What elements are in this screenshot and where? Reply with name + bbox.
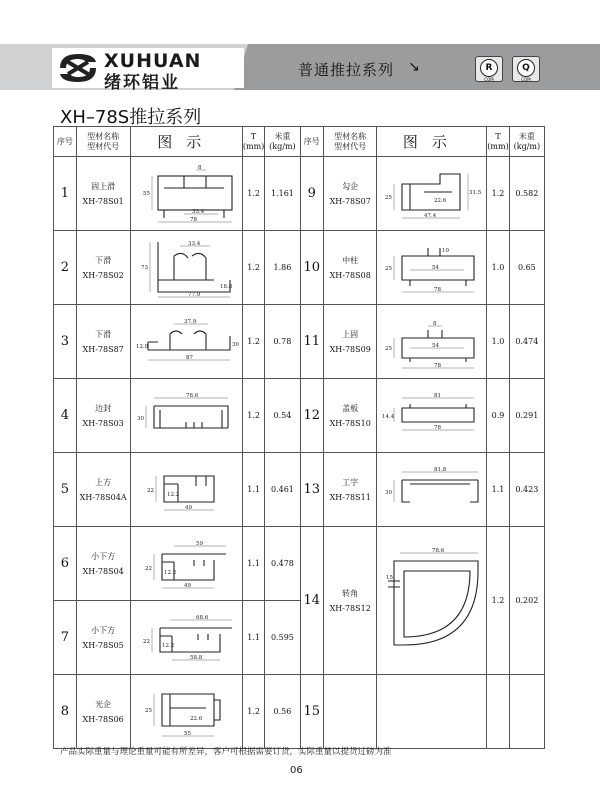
thickness-value: 1.1 xyxy=(242,527,264,601)
col-name: 型材名称 xyxy=(87,131,120,141)
cert-badge-q xyxy=(512,56,540,82)
profile-name-code xyxy=(323,157,376,231)
table-header-row xyxy=(54,127,545,157)
profile-s04a-drawing xyxy=(134,458,238,522)
profile-name: 勾企 xyxy=(342,181,359,191)
profile-s04-drawing xyxy=(134,532,238,596)
table-row xyxy=(54,453,545,527)
dim-label: 37.9 xyxy=(184,318,197,325)
weight-value: 0.461 xyxy=(265,453,300,527)
dim-label: 25 xyxy=(384,194,392,201)
dim-label: 30 xyxy=(232,341,240,348)
col-seq-right: 序号 xyxy=(300,127,323,157)
row-number: 8 xyxy=(54,675,77,749)
col-t-unit: (mm) xyxy=(242,141,265,151)
profile-s07-drawing xyxy=(380,162,484,226)
profile-s08-drawing xyxy=(380,236,484,300)
thickness-value: 1.2 xyxy=(242,379,264,453)
weight-value: 0.595 xyxy=(265,601,300,675)
dim-label: 55 xyxy=(184,730,192,737)
footnote: 产品实际重量与理论重量可能有所差异，客户可根据需要订货，实际重量以提货过磅为准 xyxy=(60,747,392,757)
dim-label: 25 xyxy=(145,707,153,714)
table-row xyxy=(54,379,545,453)
profile-name-code xyxy=(76,453,130,527)
weight-value: 0.202 xyxy=(509,527,544,675)
profile-s10-drawing xyxy=(380,384,484,448)
col-t-label-right: T xyxy=(495,131,501,141)
dim-label: 31.5 xyxy=(468,189,482,196)
profile-code: XH-78S02 xyxy=(82,270,124,280)
profile-s03-drawing xyxy=(134,384,238,448)
profile-name-code xyxy=(323,231,376,305)
profile-name: 固上滑 xyxy=(91,181,116,191)
row-number: 7 xyxy=(54,601,77,675)
dim-label: 49 xyxy=(184,582,192,589)
dim-label: 18.8 xyxy=(220,283,233,290)
profile-s12-drawing xyxy=(378,541,486,661)
col-name-right: 型材名称 xyxy=(334,131,367,141)
profile-name: 中柱 xyxy=(342,255,359,265)
col-name-code-right xyxy=(323,127,376,157)
profile-drawing xyxy=(130,527,242,601)
profile-code: XH-78S04 xyxy=(82,566,124,576)
profile-s09-drawing xyxy=(380,310,484,374)
profile-drawing xyxy=(377,231,487,305)
profile-drawing xyxy=(130,601,242,675)
dim-label: 22.6 xyxy=(190,715,203,722)
col-t-right xyxy=(487,127,509,157)
weight-value: 1.161 xyxy=(265,157,300,231)
profile-drawing xyxy=(130,379,242,453)
profile-drawing xyxy=(377,305,487,379)
profile-code: XH-78S03 xyxy=(82,418,124,428)
page-number: 06 xyxy=(290,765,303,776)
profile-s87-drawing xyxy=(134,310,238,374)
cert-r-caption: COM xyxy=(484,77,494,82)
profile-code: XH-78S07 xyxy=(329,196,371,206)
thickness-value: 0.9 xyxy=(487,379,509,453)
row-number: 9 xyxy=(300,157,323,231)
thickness-value: 1.2 xyxy=(487,527,509,675)
dim-label: 77.9 xyxy=(188,291,201,298)
row-number: 12 xyxy=(300,379,323,453)
profile-name: 盖板 xyxy=(342,403,359,413)
profile-name-code xyxy=(76,675,130,749)
profile-code: XH-78S06 xyxy=(82,714,124,724)
dim-label: 22 xyxy=(145,565,153,572)
profile-name-code xyxy=(323,675,376,749)
cert-q-caption: COM xyxy=(521,77,531,82)
profile-s01-drawing xyxy=(134,162,238,226)
col-weight-label: 米重 xyxy=(274,131,291,141)
col-name-code xyxy=(76,127,130,157)
dim-label: 14.4 xyxy=(381,413,395,420)
profile-name: 工字 xyxy=(342,477,359,487)
profile-drawing xyxy=(130,675,242,749)
row-number: 3 xyxy=(54,305,77,379)
dim-label: 25 xyxy=(384,265,392,272)
col-figure: 图示 xyxy=(130,127,242,157)
dim-label: 15 xyxy=(385,574,393,581)
profile-name-code xyxy=(76,305,130,379)
weight-value: 0.478 xyxy=(265,527,300,601)
dim-label: 73 xyxy=(141,264,149,271)
dim-label: 33.4 xyxy=(188,240,201,247)
profile-name: 上固 xyxy=(342,329,359,339)
thickness-value: 1.2 xyxy=(242,305,264,379)
profile-code: XH-78S01 xyxy=(82,196,124,206)
dim-label: 78 xyxy=(433,362,441,369)
profile-name: 下滑 xyxy=(95,255,112,265)
dim-label: 22 xyxy=(143,638,151,645)
profile-name-code xyxy=(323,527,376,675)
row-number: 6 xyxy=(54,527,77,601)
weight-value: 0.65 xyxy=(509,231,544,305)
col-code-right: 型材代号 xyxy=(334,141,367,151)
col-weight-right xyxy=(509,127,544,157)
thickness-value: 1.1 xyxy=(242,601,264,675)
dim-label: 8 xyxy=(432,320,437,327)
dim-label: 68.6 xyxy=(196,614,209,621)
weight-value xyxy=(509,675,544,749)
profile-code: XH-78S12 xyxy=(329,603,371,613)
thickness-value: 1.2 xyxy=(242,675,264,749)
profile-name: 小下方 xyxy=(91,551,116,561)
thickness-value: 1.1 xyxy=(242,453,264,527)
profile-s02-drawing xyxy=(134,236,238,300)
thickness-value: 1.2 xyxy=(242,157,264,231)
dim-label: 78 xyxy=(433,424,441,431)
profile-table xyxy=(53,126,545,749)
col-t xyxy=(242,127,264,157)
weight-value: 0.56 xyxy=(265,675,300,749)
dim-label: 78 xyxy=(190,216,198,223)
dim-label: 12.2 xyxy=(167,491,180,498)
profile-drawing xyxy=(130,453,242,527)
row-number: 2 xyxy=(54,231,77,305)
row-number: 14 xyxy=(300,527,323,675)
table-row xyxy=(54,675,545,749)
thickness-value: 1.2 xyxy=(242,231,264,305)
profile-name-code xyxy=(76,157,130,231)
row-number: 1 xyxy=(54,157,77,231)
dim-label: 30 xyxy=(384,489,392,496)
dim-label: 55 xyxy=(143,190,151,197)
col-weight xyxy=(265,127,300,157)
col-weight-label-right: 米重 xyxy=(518,131,535,141)
dim-label: 58.8 xyxy=(190,654,203,661)
profile-drawing xyxy=(130,231,242,305)
dim-label: 78 xyxy=(433,286,441,293)
table-row xyxy=(54,527,545,601)
col-weight-unit: (kg/m) xyxy=(269,141,296,151)
weight-value: 0.291 xyxy=(509,379,544,453)
dim-label: 33.4 xyxy=(192,208,205,215)
dim-label: 49 xyxy=(185,504,193,511)
profile-drawing xyxy=(377,453,487,527)
profile-code: XH-78S04A xyxy=(79,492,127,502)
table-row xyxy=(54,305,545,379)
profile-drawing xyxy=(377,379,487,453)
dim-label: 78.6 xyxy=(431,547,445,554)
dim-label: 10 xyxy=(441,247,449,254)
row-number: 13 xyxy=(300,453,323,527)
dim-label: 47.4 xyxy=(423,212,437,219)
profile-name-code xyxy=(76,601,130,675)
dim-label: 12.2 xyxy=(162,642,175,649)
col-figure-right: 图示 xyxy=(377,127,487,157)
profile-drawing xyxy=(377,527,487,675)
col-code: 型材代号 xyxy=(87,141,120,151)
dim-label: 59 xyxy=(196,540,204,547)
brand-logo-icon xyxy=(56,50,100,86)
dim-label: 87 xyxy=(186,354,194,361)
weight-value: 0.78 xyxy=(265,305,300,379)
dim-label: 81.8 xyxy=(433,466,447,473)
profile-drawing xyxy=(130,157,242,231)
table-row xyxy=(54,157,545,231)
dim-label: 54 xyxy=(431,342,439,349)
weight-value: 0.54 xyxy=(265,379,300,453)
profile-name-code xyxy=(323,305,376,379)
row-number: 4 xyxy=(54,379,77,453)
profile-name: 上方 xyxy=(95,477,112,487)
header-bar xyxy=(0,0,600,100)
col-weight-unit-right: (kg/m) xyxy=(513,141,541,151)
thickness-value xyxy=(487,675,509,749)
dim-label: 30 xyxy=(137,415,145,422)
series-title: 普通推拉系列 xyxy=(298,61,395,79)
weight-value: 0.474 xyxy=(509,305,544,379)
arrow-icon: ↘ xyxy=(408,59,420,75)
profile-code: XH-78S11 xyxy=(329,492,371,502)
profile-name: 小下方 xyxy=(91,625,116,635)
thickness-value: 1.0 xyxy=(487,305,509,379)
dim-label: 25 xyxy=(384,345,392,352)
weight-value: 0.582 xyxy=(509,157,544,231)
profile-name-code xyxy=(76,231,130,305)
profile-drawing xyxy=(130,305,242,379)
profile-code: XH-78S05 xyxy=(82,640,124,650)
profile-s05-drawing xyxy=(134,606,238,670)
profile-drawing xyxy=(377,157,487,231)
profile-name: 下滑 xyxy=(95,329,112,339)
dim-label: 8 xyxy=(198,164,202,171)
dim-label: 81 xyxy=(433,392,441,399)
row-number: 15 xyxy=(300,675,323,749)
brand-name-en: XUHUAN xyxy=(104,50,202,72)
dim-label: 22.6 xyxy=(433,197,447,204)
col-seq: 序号 xyxy=(54,127,77,157)
profile-code: XH-78S10 xyxy=(329,418,371,428)
dim-label: 22 xyxy=(147,487,155,494)
table-row xyxy=(54,231,545,305)
profile-drawing-empty xyxy=(377,675,487,749)
dim-label: 78.6 xyxy=(186,392,199,399)
thickness-value: 1.1 xyxy=(487,453,509,527)
row-number: 11 xyxy=(300,305,323,379)
weight-value: 0.423 xyxy=(509,453,544,527)
profile-name-code xyxy=(323,453,376,527)
profile-name-code xyxy=(76,527,130,601)
page-title: XH–78S推拉系列 xyxy=(60,107,202,128)
profile-name-code xyxy=(76,379,130,453)
profile-name: 光企 xyxy=(95,699,112,709)
profile-code: XH-78S87 xyxy=(82,344,124,354)
profile-s06-drawing xyxy=(134,680,238,744)
profile-name-code xyxy=(323,379,376,453)
row-number: 5 xyxy=(54,453,77,527)
profile-name: 转角 xyxy=(342,588,359,598)
profile-code: XH-78S08 xyxy=(329,270,371,280)
brand-name-cn: 绪环铝业 xyxy=(104,73,180,93)
cert-q-icon: Q xyxy=(517,59,535,77)
weight-value: 1.86 xyxy=(265,231,300,305)
profile-name: 边封 xyxy=(95,403,112,413)
cert-badge-r xyxy=(475,56,503,82)
dim-label: 12.2 xyxy=(164,569,177,576)
thickness-value: 1.2 xyxy=(487,157,509,231)
profile-code: XH-78S09 xyxy=(329,344,371,354)
thickness-value: 1.0 xyxy=(487,231,509,305)
col-t-unit-right: (mm) xyxy=(487,141,509,151)
row-number: 10 xyxy=(300,231,323,305)
col-t-label: T xyxy=(250,131,257,141)
dim-label: 54 xyxy=(431,264,439,271)
dim-label: 12.8 xyxy=(136,343,149,350)
profile-s11-drawing xyxy=(380,458,484,522)
cert-r-icon: R xyxy=(480,59,498,77)
